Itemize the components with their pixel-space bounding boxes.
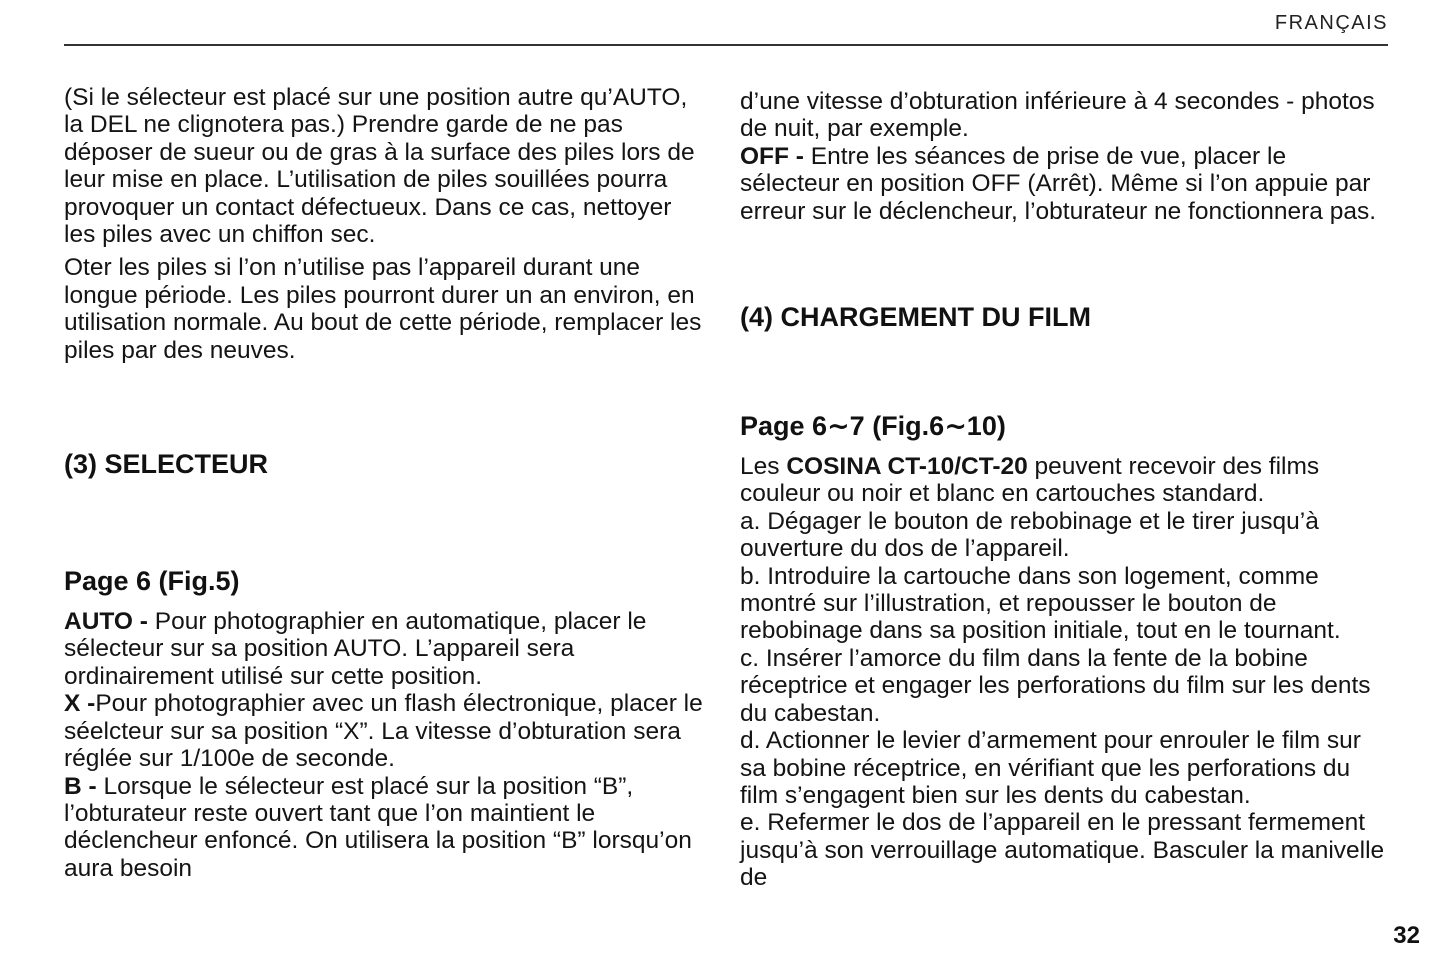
step-c: c. Insérer l’amorce du film dans la fente de la bobine réceptrice et engager les perforations du film sur les dents du cabestan. <box>740 644 1371 727</box>
b-description: Lorsque le sélecteur est placé sur la position “B”, l’obturateur reste ouvert tant que l’on maintient le déclencheur enfoncé. On utilisera la position “B” lorsqu’on aura besoin <box>64 772 692 882</box>
auto-mode-paragraph <box>64 608 704 690</box>
step-a: a. Dégager le bouton de rebobinage et le tirer jusqu’à ouverture du dos de l’appareil. <box>740 507 1319 563</box>
off-description: Entre les séances de prise de vue, placer le sélecteur en position OFF (Arrêt). Même si l’on appuie par erreur sur le déclencheur, l’obturateur ne fonctionnera pas. <box>740 142 1377 225</box>
battery-note-paragraph: (Si le sélecteur est placé sur une position autre qu’AUTO, la DEL ne clignotera pas.) Prendre garde de ne pas déposer de sueur ou de gras à la surface des piles lors de leur mise en place. L’utilisation de piles souillées pourra provoquer un contact défectueux. Dans ce cas, nettoyer les piles avec un chiffon sec. <box>64 84 695 249</box>
section-4-title: (4) CHARGEMENT DU FILM <box>740 302 1091 333</box>
header-rule <box>64 44 1388 46</box>
step-b: b. Introduire la cartouche dans son logement, comme montré sur l’illustration, et repousser le bouton de rebobinage dans sa position initiale, tout en le tournant. <box>740 562 1341 645</box>
language-label: FRANÇAIS <box>1274 12 1388 34</box>
section-4-page-ref: Page 6∼7 (Fig.6∼10) <box>740 411 1006 442</box>
page-number: 32 <box>1393 922 1420 949</box>
x-mode-paragraph <box>64 690 704 772</box>
x-keyword: X - <box>64 690 96 718</box>
off-keyword: OFF - <box>740 142 804 170</box>
right-column <box>740 88 1390 892</box>
x-description: Pour photographier avec un flash électronique, placer le séelcteur sur sa position “X”. La vitesse d’obturation sera réglée sur 1/100e de seconde. <box>64 690 703 773</box>
left-column <box>64 84 704 882</box>
off-mode-paragraph <box>740 143 1390 225</box>
b-mode-continuation: d’une vitesse d’obturation inférieure à 4 secondes - photos de nuit, par exemple. <box>740 88 1375 143</box>
step-e: e. Refermer le dos de l’appareil en le pressant fermement jusqu’à son verrouillage automatique. Basculer la manivelle de <box>740 809 1385 892</box>
auto-description: Pour photographier en automatique, placer le sélecteur sur sa position AUTO. L’appareil sera ordinairement utilisé sur cette position. <box>64 608 647 690</box>
auto-keyword: AUTO - <box>64 608 148 636</box>
section-3-page-ref: Page 6 (Fig.5) <box>64 566 240 597</box>
b-mode-paragraph <box>64 773 704 883</box>
battery-removal-paragraph: Oter les piles si l’on n’utilise pas l’appareil durant une longue période. Les piles pourront durer un an environ, en utilisation normale. Au bout de cette période, remplacer les piles par des neuves. <box>64 254 702 364</box>
brand-model-name: COSINA CT-10/CT-20 <box>786 453 1028 481</box>
film-intro-suffix: peuvent recevoir des films couleur ou noir et blanc en cartouches standard. <box>740 453 1320 508</box>
b-keyword: B - <box>64 772 97 800</box>
film-intro-paragraph <box>740 453 1390 508</box>
section-3-title: (3) SELECTEUR <box>64 449 269 480</box>
film-intro-prefix: Les <box>740 453 787 481</box>
step-d: d. Actionner le levier d’armement pour enrouler le film sur sa bobine réceptrice, en vérifiant que les perforations du film s’engagent bien sur les dents du cabestan. <box>740 727 1361 809</box>
